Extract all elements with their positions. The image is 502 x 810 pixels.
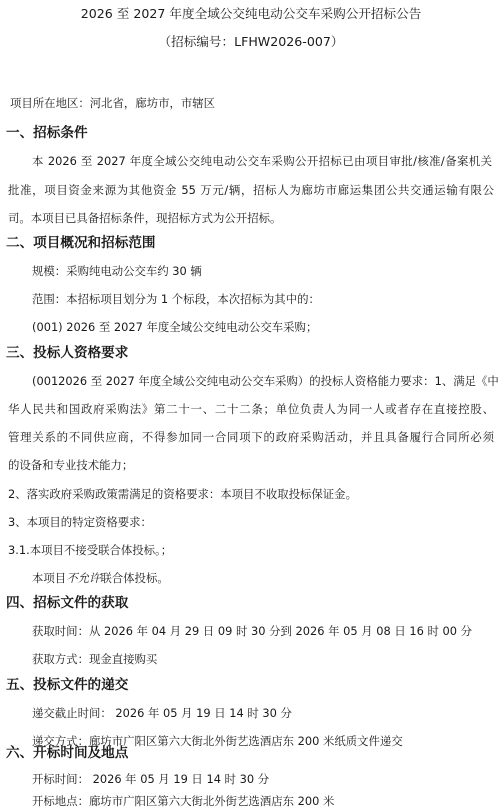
s1-line-3: 司。本项目已具备招标条件，现招标方式为公开招标。 — [8, 211, 282, 225]
s6-time: 开标时间： 2026 年 05 月 19 日 14 时 30 分 — [32, 772, 270, 786]
s3-para-line-4: 的设备和专业技术能力； — [8, 458, 134, 472]
section-heading-6: 六、开标时间及地点 — [6, 745, 129, 761]
section-heading-5: 五、投标文件的递交 — [6, 677, 129, 693]
section-heading-4: 四、招标文件的获取 — [6, 595, 129, 611]
consortium-prefix: 本项目 — [32, 571, 67, 585]
tender-number: （招标编号：LFHW2026-007） — [158, 34, 344, 49]
s2-lot: (001) 2026 至 2027 年度全域公交纯电动公交车采购； — [32, 320, 318, 334]
s1-line-2: 批准，项目资金来源为其他资金 55 万元/辆，招标人为廊坊市廊运集团公共交通运输有限公 — [8, 183, 494, 197]
s3-item-3-1: 3.1.本项目不接受联合体投标。； — [8, 543, 173, 557]
s4-time: 获取时间：从 2026 年 04 月 29 日 09 时 30 分到 2026 年 05 月 08 日 16 时 00 分 — [32, 624, 472, 638]
s3-para-line-2: 华人民共和国政府采购法》第二十一、二十二条；单位负责人为同一人或者存在直接控股、 — [8, 402, 494, 416]
s4-method: 获取方式：现金直接购买 — [32, 652, 158, 666]
s3-para-line-3: 管理关系的不同供应商，不得参加同一合同项下的政府采购活动，并且具备履行合同所必须 — [8, 430, 494, 444]
consortium-suffix: 联合体投标。 — [100, 571, 169, 585]
s3-item-2: 2、落实政府采购政策需满足的资格要求：本项目不收取投标保证金。 — [8, 487, 357, 501]
s6-place: 开标地点：廊坊市广阳区第六大街北外街艺选酒店东 200 米 — [32, 794, 335, 808]
section-heading-2: 二、项目概况和招标范围 — [6, 235, 156, 251]
section-heading-1: 一、招标条件 — [6, 125, 88, 141]
s2-scale: 规模：采购纯电动公交车约 30 辆 — [32, 264, 202, 278]
s5-method: 递交方式：廊坊市广阳区第六大街北外街艺选酒店东 200 米纸质文件递交 — [32, 734, 403, 748]
s5-deadline: 递交截止时间： 2026 年 05 月 19 日 14 时 30 分 — [32, 706, 292, 720]
consortium-emphasis: 不允许 — [66, 571, 101, 585]
s2-scope: 范围：本招标项目划分为 1 个标段，本次招标为其中的： — [32, 292, 320, 306]
s3-para-line-1: (0012026 至 2027 年度全域公交纯电动公交车采购）的投标人资格能力要求：1、满足《中 — [32, 374, 499, 388]
s3-item-3: 3、本项目的特定资格要求： — [8, 515, 152, 529]
s3-consortium-note — [32, 570, 169, 586]
section-heading-3: 三、投标人资格要求 — [6, 345, 129, 361]
project-region: 项目所在地区：河北省，廊坊市，市辖区 — [10, 96, 216, 110]
s1-line-1: 本 2026 至 2027 年度全域公交纯电动公交车采购公开招标已由项目审批/核准/备案机关 — [32, 154, 492, 168]
document-title: 2026 至 2027 年度全域公交纯电动公交车采购公开招标公告 — [80, 6, 422, 21]
